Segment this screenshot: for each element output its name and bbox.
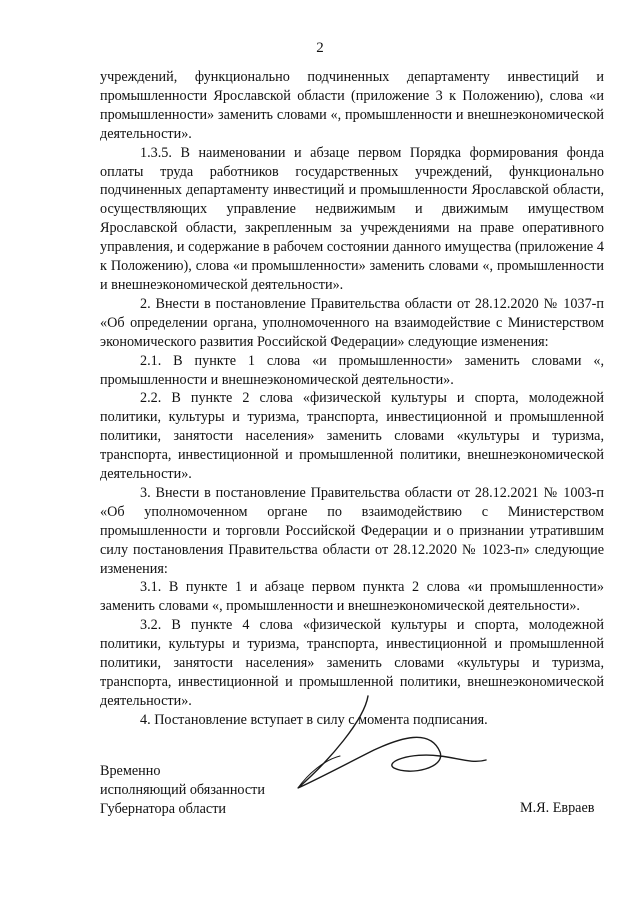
paragraph-2: 2. Внести в постановление Правительства области от 28.12.2020 № 1037-п «Об определении органа, уполномоченного на взаимодействие с Министерством экономического развития Российской Федерации» следующие изменения: xyxy=(100,295,604,350)
document-body xyxy=(100,68,604,730)
paragraph-3-2: 3.2. В пункте 4 слова «физической культуры и спорта, молодежной политики, культуры и туризма, транспорта, инвестиционной и промышленной политики, занятости населения» заменить словами «культуры и туризма, транспорта, инвестиционной и промышленной политики, внешнеэкономической деятельности». xyxy=(100,617,604,709)
signatory-name: М.Я. Евраев xyxy=(520,800,595,816)
paragraph-2-2: 2.2. В пункте 2 слова «физической культуры и спорта, молодежной политики, культуры и туризма, транспорта, инвестиционной и промышленной политики, занятости населения» заменить словами «культуры и туризма, транспорта, инвестиционной и промышленной политики, внешнеэкономической деятельности». xyxy=(100,390,604,483)
signatory-title-line: Временно xyxy=(100,763,161,779)
signatory-title-line: исполняющий обязанности xyxy=(100,782,265,798)
paragraph-1-3-5: 1.3.5. В наименовании и абзаце первом Порядка формирования фонда оплаты труда работников государственных учреждений, функционально подчиненных департаменту инвестиций и промышленности Ярославской области, осуществляющих управление недвижимым и движимым имуществом Ярославской области, закрепленным за учреждениями на праве оперативного управления, и содержание в рабочем состоянии данного имущества (приложение 4 к Положению), слова «и промышленности» заменить словами «, промышленности и внешнеэкономической деятельности». xyxy=(100,144,604,293)
paragraph-4: 4. Постановление вступает в силу с момента подписания. xyxy=(140,711,488,728)
signatory-title-line: Губернатора области xyxy=(100,801,226,817)
paragraph-3: 3. Внести в постановление Правительства области от 28.12.2021 № 1003-п «Об уполномоченном органе по взаимодействию с Министерством промышленности и торговли Российской Федерации и о признании утратившим силу постановления Правительства области от 28.12.2020 № 1023-п» следующие изменения: xyxy=(100,484,604,577)
paragraph-3-1: 3.1. В пункте 1 и абзаце первом пункта 2 слова «и промышленности» заменить словами «, промышленности и внешнеэкономической деятельности». xyxy=(100,579,604,615)
paragraph-continuation: учреждений, функционально подчиненных департаменту инвестиций и промышленности Ярославской области (приложение 3 к Положению), слова «и промышленности» заменить словами «, промышленности и внешнеэкономической деятельности». xyxy=(100,69,604,142)
paragraph-2-1: 2.1. В пункте 1 слова «и промышленности» заменить словами «, промышленности и внешнеэкономической деятельности». xyxy=(100,352,604,388)
handwritten-signature xyxy=(290,690,490,800)
page-number: 2 xyxy=(316,40,324,56)
signatory-title xyxy=(100,762,265,819)
